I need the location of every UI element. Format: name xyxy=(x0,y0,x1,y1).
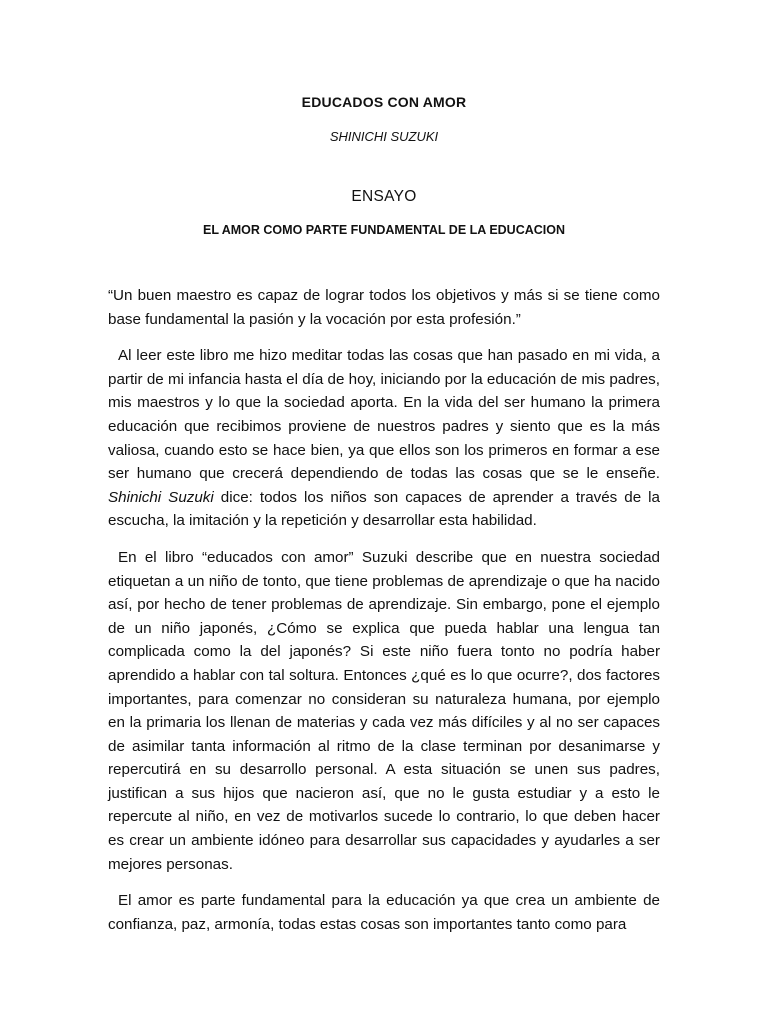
paragraph-2: En el libro “educados con amor” Suzuki describe que en nuestra sociedad etiquetan a un niño de tonto, que tiene problemas de aprendizaje o que ha nacido así, por hecho de tener problemas de aprendizaje. Sin embargo, pone el ejemplo de un niño japonés, ¿Cómo se explica que pueda hablar una lengua tan complicada como la del japonés? Si este niño fuera tonto no podría haber aprendido a hablar con tal soltura. Entonces ¿qué es lo que ocurre?, dos factores importantes, para comenzar no consideran su naturaleza humana, por ejemplo en la primaria los llenan de materias y cada vez más difíciles y al no ser capaces de asimilar tanta información al ritmo de la clase terminan por desanimarse y repercutirá en su desarrollo personal. A esta situación se unen sus padres, justifican a sus hijos que nacieron así, que no le gusta estudiar y a esto le repercute al niño, en vez de motivarlos sucede lo contrario, lo que deben hacer es crear un ambiente idóneo para desarrollar sus capacidades y ayudarles a ser mejores personas. xyxy=(108,548,660,873)
document-body xyxy=(108,284,660,949)
paragraph-3: El amor es parte fundamental para la educación ya que crea un ambiente de confianza, paz, armonía, todas estas cosas son importantes tanto como para xyxy=(108,892,660,933)
paragraph-1-part-a: Al leer este libro me hizo meditar todas las cosas que han pasado en mi vida, a partir de mi infancia hasta el día de hoy, iniciando por la educación de mis padres, mis maestros y lo que la sociedad aporta. En la vida del ser humano la primera educación que recibimos proviene de nuestros padres y siento que es la más valiosa, cuando esto se hace bien, ya que ellos son los primeros en formar a ese ser humano que crecerá dependiendo de todas las cosas que se le enseñe. xyxy=(108,347,660,483)
document-author: SHINICHI SUZUKI xyxy=(329,129,439,144)
paragraph-1 xyxy=(108,344,660,533)
paragraph-1-part-b: dice: todos los niños son capaces de aprender a través de la escucha, la imitación y la repetición y desarrollar esta habilidad. xyxy=(108,488,660,530)
opening-quote: “Un buen maestro es capaz de lograr todos los objetivos y más si se tiene como base fundamental la pasión y la vocación por esta profesión.” xyxy=(108,287,660,328)
document-title: EDUCADOS CON AMOR xyxy=(301,94,467,110)
author-name-inline: Shinichi Suzuki xyxy=(108,488,214,506)
document-genre: ENSAYO xyxy=(351,188,417,205)
document-subtitle: EL AMOR COMO PARTE FUNDAMENTAL DE LA EDUCACION xyxy=(202,223,566,237)
